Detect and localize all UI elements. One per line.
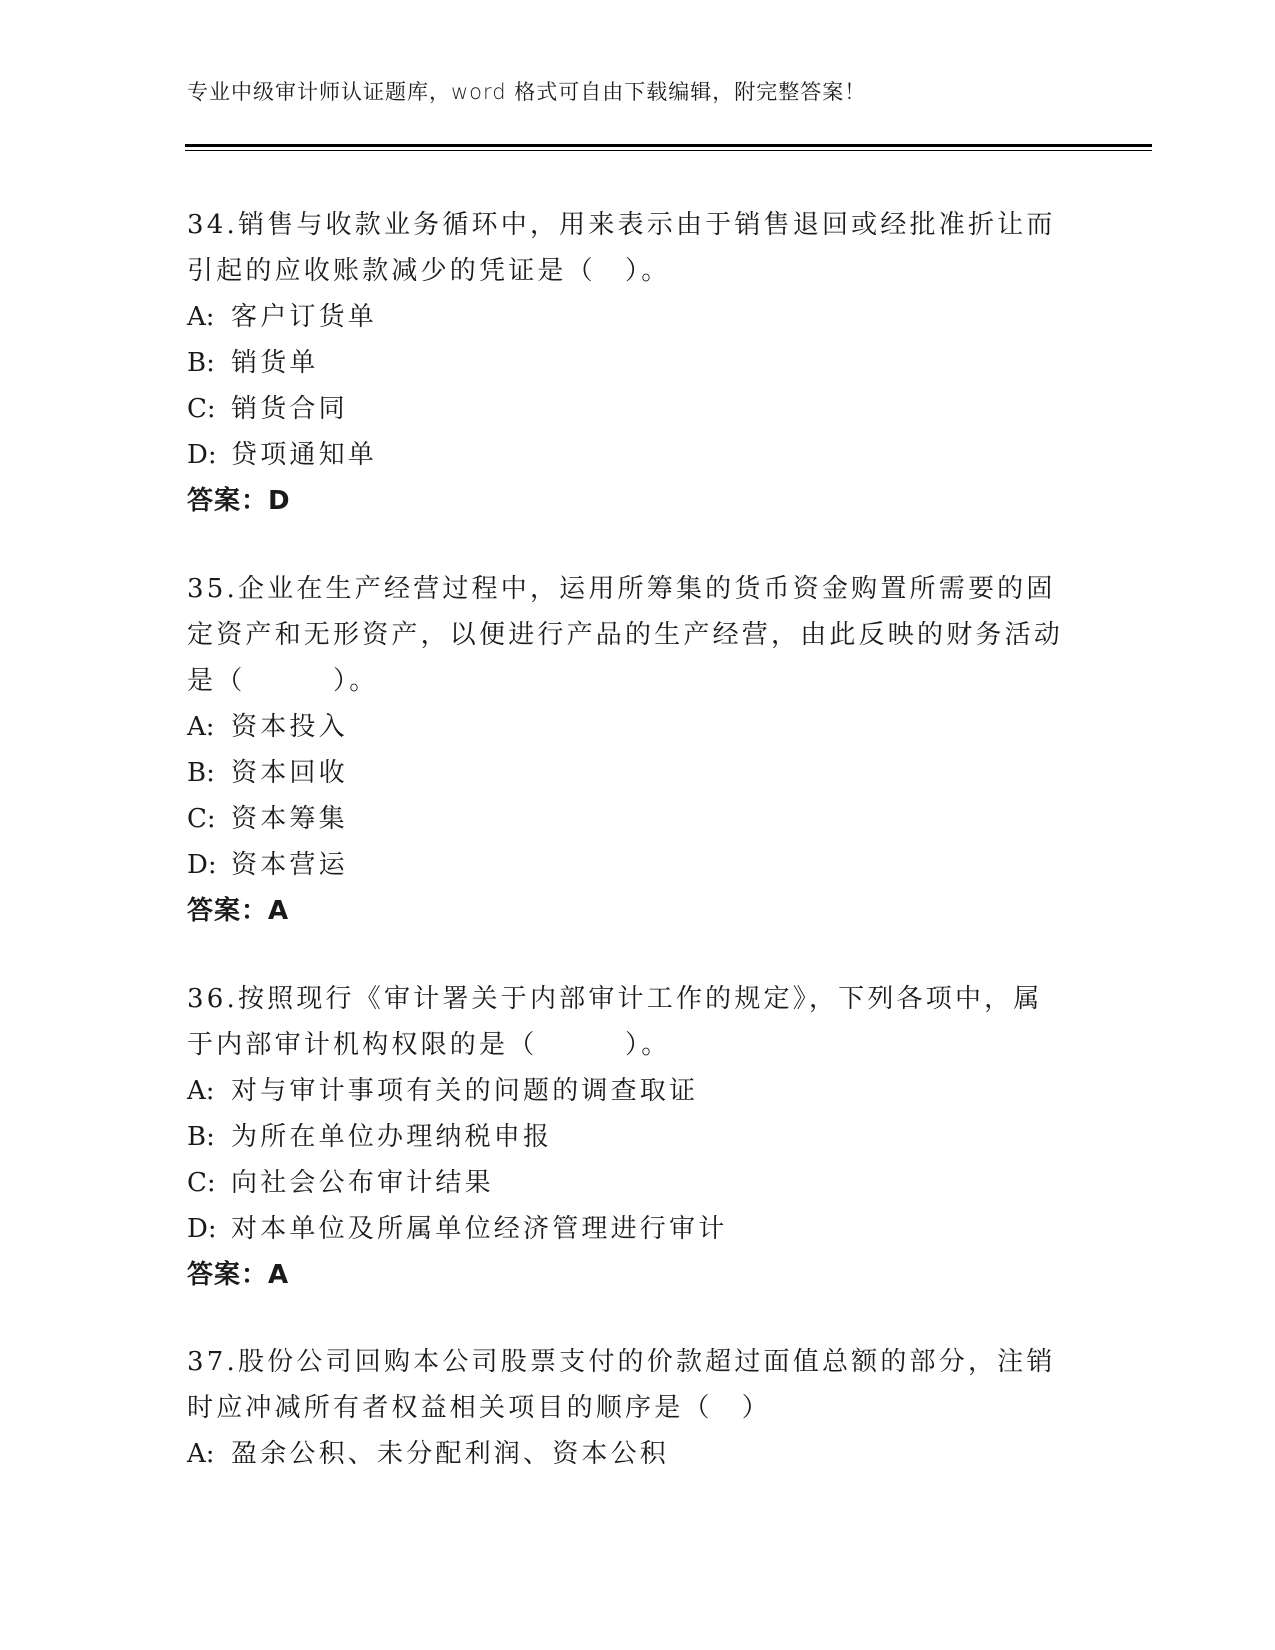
header-divider-thin [185,150,1152,151]
question-36 [187,976,1067,1298]
option-text: 资本筹集 [231,804,348,834]
option-b [187,750,1067,796]
question-stem: 34.销售与收款业务循环中，用来表示由于销售退回或经批准折让而引起的应收账款减少的凭证是（ ）。 [187,210,1056,286]
option-text: 盈余公积、未分配利润、资本公积 [231,1439,670,1469]
question-stem: 37.股份公司回购本公司股票支付的价款超过面值总额的部分，注销时应冲减所有者权益相关项目的顺序是（ ） [187,1347,1056,1423]
answer-line: 答案：D [187,486,291,516]
option-letter: D: [187,1214,217,1244]
option-d [187,432,1067,478]
question-37 [187,1339,1067,1477]
header-divider [185,144,1152,147]
option-b [187,340,1067,386]
option-text: 为所在单位办理纳税申报 [231,1122,553,1152]
option-letter: A: [187,302,215,332]
option-d [187,1206,1067,1252]
option-a [187,1068,1067,1114]
option-text: 资本投入 [231,712,348,742]
option-letter: B: [187,758,215,788]
answer-line: 答案：A [187,1260,290,1290]
option-c [187,796,1067,842]
option-a [187,1431,1067,1477]
option-c [187,386,1067,432]
option-letter: C: [187,394,216,424]
option-letter: A: [187,712,215,742]
option-letter: B: [187,348,215,378]
question-stem: 36.按照现行《审计署关于内部审计工作的规定》，下列各项中，属于内部审计机构权限的是（ ）。 [187,984,1043,1060]
option-letter: C: [187,1168,216,1198]
option-text: 资本营运 [231,850,348,880]
option-text: 销货合同 [231,394,348,424]
option-text: 贷项通知单 [231,440,378,470]
option-text: 客户订货单 [231,302,378,332]
option-letter: B: [187,1122,215,1152]
option-text: 对与审计事项有关的问题的调查取证 [231,1076,699,1106]
option-letter: A: [187,1076,215,1106]
option-text: 对本单位及所属单位经济管理进行审计 [231,1214,728,1244]
option-letter: A: [187,1439,215,1469]
option-text: 资本回收 [231,758,348,788]
option-a [187,704,1067,750]
question-35 [187,566,1067,934]
page-header: 专业中级审计师认证题库，word 格式可自由下载编辑，附完整答案！ [187,80,867,104]
option-text: 销货单 [231,348,319,378]
option-b [187,1114,1067,1160]
option-letter: D: [187,850,217,880]
question-stem: 35.企业在生产经营过程中，运用所筹集的货币资金购置所需要的固定资产和无形资产，以便进行产品的生产经营，由此反映的财务活动是（ ）。 [187,574,1064,696]
option-d [187,842,1067,888]
answer-line: 答案：A [187,896,290,926]
question-34 [187,202,1067,524]
option-text: 向社会公布审计结果 [231,1168,494,1198]
option-c [187,1160,1067,1206]
option-letter: C: [187,804,216,834]
option-a [187,294,1067,340]
option-letter: D: [187,440,217,470]
